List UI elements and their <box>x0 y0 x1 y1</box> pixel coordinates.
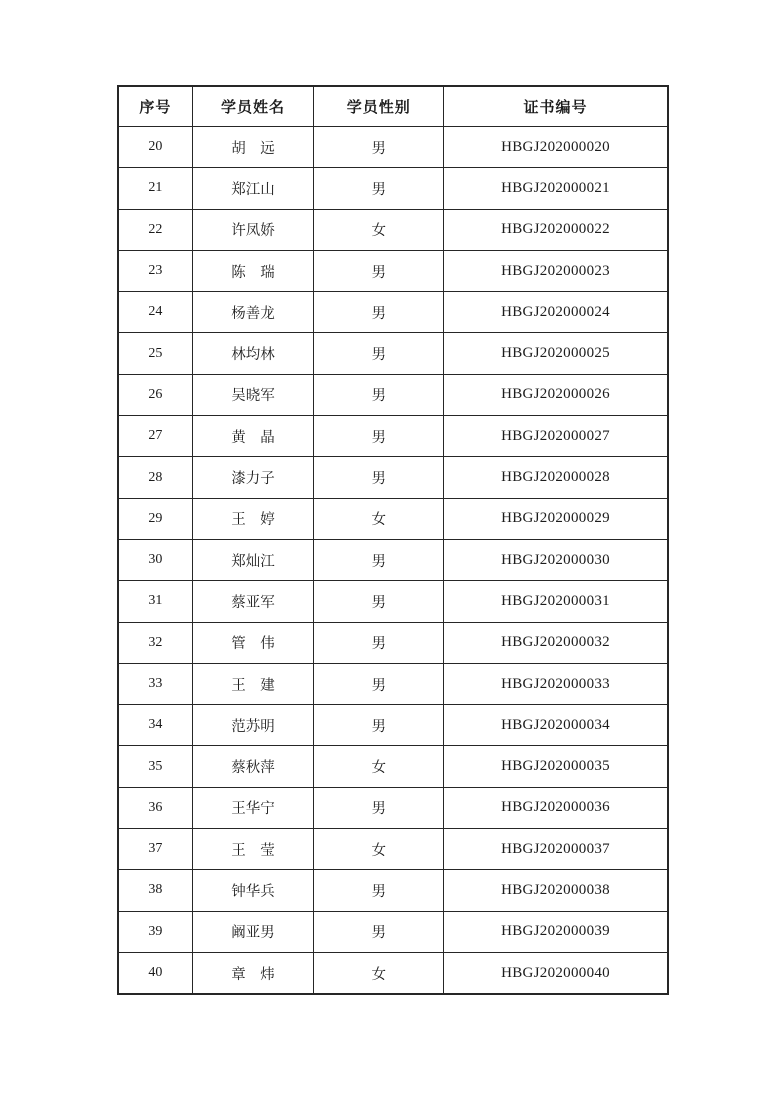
table-body <box>118 127 668 995</box>
cell-name: 胡 远 <box>192 127 314 168</box>
cell-no: 30 <box>118 539 192 580</box>
table-row <box>118 498 668 539</box>
table-row <box>118 911 668 952</box>
table-row <box>118 292 668 333</box>
cell-cert: HBGJ202000032 <box>444 622 668 663</box>
cell-name: 黄 晶 <box>192 416 314 457</box>
cell-cert: HBGJ202000033 <box>444 663 668 704</box>
cell-cert: HBGJ202000038 <box>444 870 668 911</box>
cell-cert: HBGJ202000034 <box>444 705 668 746</box>
table-row <box>118 539 668 580</box>
cell-no: 28 <box>118 457 192 498</box>
cell-cert: HBGJ202000020 <box>444 127 668 168</box>
cell-name: 蔡亚军 <box>192 581 314 622</box>
cell-gender: 男 <box>314 374 444 415</box>
cell-name: 阚亚男 <box>192 911 314 952</box>
table-row <box>118 952 668 994</box>
table-row <box>118 168 668 209</box>
cell-no: 26 <box>118 374 192 415</box>
cell-gender: 男 <box>314 127 444 168</box>
cell-no: 24 <box>118 292 192 333</box>
cell-name: 许凤娇 <box>192 209 314 250</box>
table-row <box>118 829 668 870</box>
cell-gender: 男 <box>314 292 444 333</box>
table-row <box>118 663 668 704</box>
table-row <box>118 416 668 457</box>
cell-cert: HBGJ202000024 <box>444 292 668 333</box>
cell-cert: HBGJ202000030 <box>444 539 668 580</box>
cell-name: 王 莹 <box>192 829 314 870</box>
cell-gender: 男 <box>314 457 444 498</box>
cell-cert: HBGJ202000025 <box>444 333 668 374</box>
cell-name: 王 建 <box>192 663 314 704</box>
table-row <box>118 622 668 663</box>
table-row <box>118 333 668 374</box>
cell-name: 钟华兵 <box>192 870 314 911</box>
cell-no: 33 <box>118 663 192 704</box>
cell-gender: 女 <box>314 498 444 539</box>
cell-no: 38 <box>118 870 192 911</box>
cell-cert: HBGJ202000021 <box>444 168 668 209</box>
cell-no: 34 <box>118 705 192 746</box>
cell-cert: HBGJ202000023 <box>444 250 668 291</box>
cell-name: 吴晓军 <box>192 374 314 415</box>
cell-cert: HBGJ202000026 <box>444 374 668 415</box>
cell-no: 36 <box>118 787 192 828</box>
cell-cert: HBGJ202000036 <box>444 787 668 828</box>
cell-name: 郑江山 <box>192 168 314 209</box>
table-row <box>118 250 668 291</box>
header-serial-number: 序号 <box>118 86 192 127</box>
cell-gender: 男 <box>314 581 444 622</box>
cell-cert: HBGJ202000027 <box>444 416 668 457</box>
cell-name: 王 婷 <box>192 498 314 539</box>
header-certificate-number: 证书编号 <box>444 86 668 127</box>
table-row <box>118 746 668 787</box>
cell-gender: 男 <box>314 663 444 704</box>
cell-gender: 男 <box>314 333 444 374</box>
cell-name: 郑灿江 <box>192 539 314 580</box>
certificate-table <box>117 85 669 995</box>
cell-no: 31 <box>118 581 192 622</box>
cell-name: 王华宁 <box>192 787 314 828</box>
cell-cert: HBGJ202000031 <box>444 581 668 622</box>
cell-gender: 男 <box>314 705 444 746</box>
cell-cert: HBGJ202000037 <box>444 829 668 870</box>
cell-gender: 男 <box>314 911 444 952</box>
cell-cert: HBGJ202000028 <box>444 457 668 498</box>
table-row <box>118 787 668 828</box>
cell-cert: HBGJ202000029 <box>444 498 668 539</box>
cell-name: 杨善龙 <box>192 292 314 333</box>
cell-name: 林均林 <box>192 333 314 374</box>
table-row <box>118 209 668 250</box>
cell-no: 40 <box>118 952 192 994</box>
cell-no: 23 <box>118 250 192 291</box>
table-row <box>118 457 668 498</box>
cell-gender: 女 <box>314 746 444 787</box>
cell-gender: 女 <box>314 952 444 994</box>
cell-no: 39 <box>118 911 192 952</box>
cell-gender: 女 <box>314 209 444 250</box>
cell-name: 陈 瑞 <box>192 250 314 291</box>
header-row <box>118 86 668 127</box>
cell-gender: 男 <box>314 250 444 291</box>
cell-no: 21 <box>118 168 192 209</box>
cell-no: 29 <box>118 498 192 539</box>
cell-name: 管 伟 <box>192 622 314 663</box>
cell-cert: HBGJ202000039 <box>444 911 668 952</box>
table-header <box>118 86 668 127</box>
cell-gender: 男 <box>314 416 444 457</box>
cell-gender: 男 <box>314 622 444 663</box>
cell-name: 章 炜 <box>192 952 314 994</box>
cell-no: 27 <box>118 416 192 457</box>
cell-gender: 女 <box>314 829 444 870</box>
cell-gender: 男 <box>314 539 444 580</box>
cell-no: 37 <box>118 829 192 870</box>
table-row <box>118 870 668 911</box>
cell-gender: 男 <box>314 787 444 828</box>
cell-name: 蔡秋萍 <box>192 746 314 787</box>
cell-name: 漆力子 <box>192 457 314 498</box>
header-student-name: 学员姓名 <box>192 86 314 127</box>
cell-gender: 男 <box>314 168 444 209</box>
table-row <box>118 581 668 622</box>
cell-no: 25 <box>118 333 192 374</box>
cell-no: 22 <box>118 209 192 250</box>
cell-cert: HBGJ202000035 <box>444 746 668 787</box>
table-row <box>118 127 668 168</box>
cell-no: 20 <box>118 127 192 168</box>
cell-no: 32 <box>118 622 192 663</box>
table-row <box>118 374 668 415</box>
cell-cert: HBGJ202000040 <box>444 952 668 994</box>
table-row <box>118 705 668 746</box>
cell-cert: HBGJ202000022 <box>444 209 668 250</box>
cell-name: 范苏明 <box>192 705 314 746</box>
cell-gender: 男 <box>314 870 444 911</box>
cell-no: 35 <box>118 746 192 787</box>
header-student-gender: 学员性别 <box>314 86 444 127</box>
